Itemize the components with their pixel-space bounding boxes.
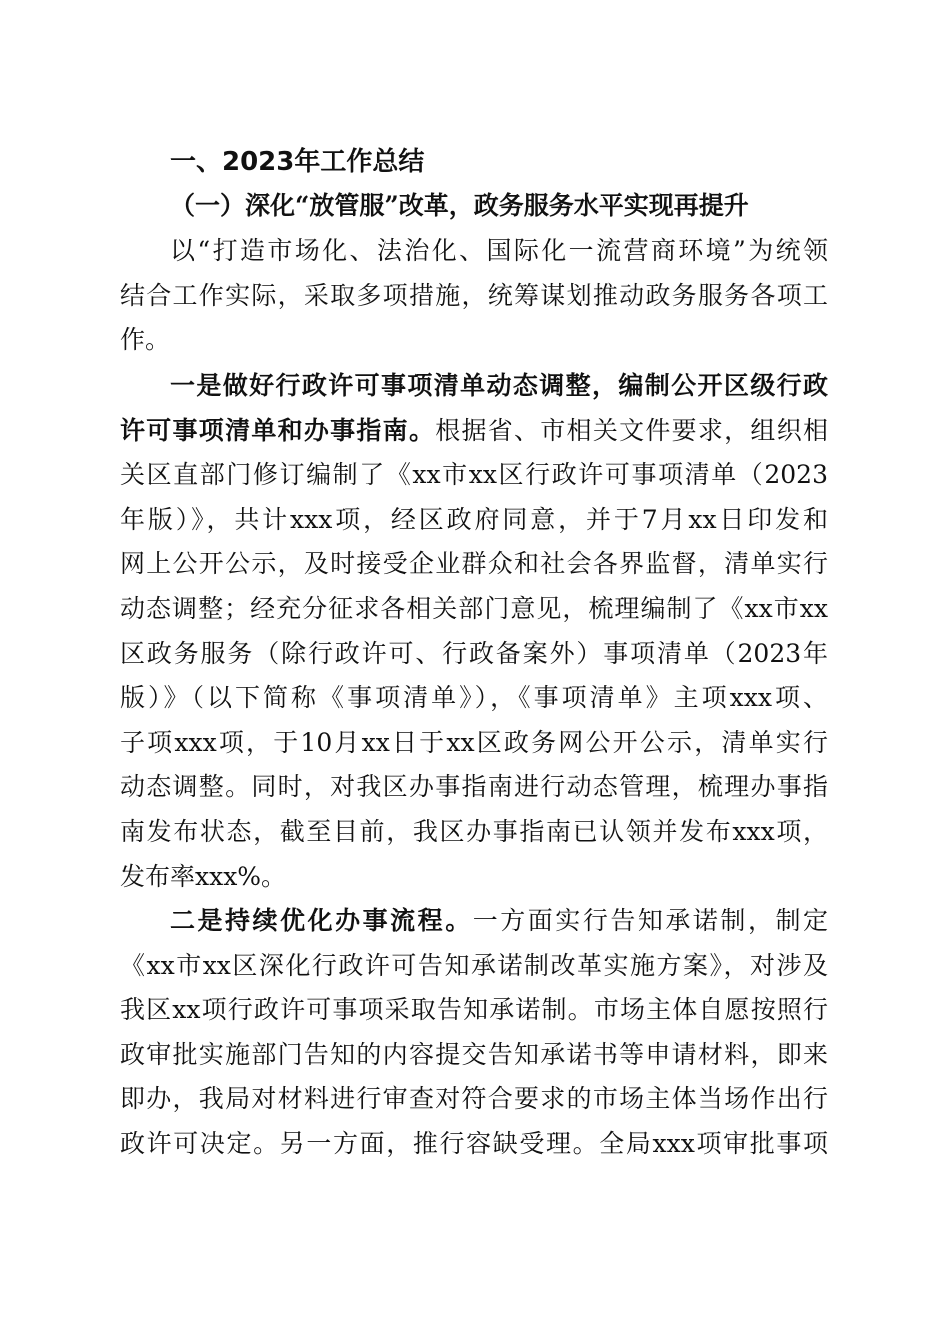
paragraph-line xyxy=(120,899,828,944)
paragraph-line: 我区xx项行政许可事项采取告知承诺制。市场主体自愿按照行 xyxy=(120,995,828,1025)
paragraph-line: 作。 xyxy=(120,325,171,355)
paragraph-line: 发布率xxx%。 xyxy=(120,861,287,891)
paragraph-line: 关区直部门修订编制了《xx市xx区行政许可事项清单（2023 xyxy=(120,460,828,490)
paragraph-line: 版）》（以下简称《事项清单》），《事项清单》主项xxx项、 xyxy=(120,683,828,713)
section-heading: 一、2023年工作总结 xyxy=(170,147,425,177)
paragraph-line: 南发布状态，截至目前，我区办事指南已认领并发布xxx项， xyxy=(120,816,828,846)
paragraph-item-two xyxy=(120,899,828,1167)
paragraph-line: 子项xxx项，于10月xx日于xx区政务网公开公示，清单实行 xyxy=(120,727,828,757)
paragraph-item-one xyxy=(120,364,828,899)
paragraph-line: 政审批实施部门告知的内容提交告知承诺书等申请材料，即来 xyxy=(120,1039,828,1069)
paragraph-line: 政许可决定。另一方面，推行容缺受理。全局xxx项审批事项 xyxy=(120,1128,828,1158)
paragraph-lead-continued: 许可事项清单和办事指南。 xyxy=(120,415,436,445)
paragraph-line: 以“打造市场化、法治化、国际化一流营商环境”为统领 xyxy=(170,236,828,265)
paragraph-line: 即办，我局对材料进行审查对符合要求的市场主体当场作出行 xyxy=(120,1084,828,1114)
paragraph-line: 动态调整。同时，对我区办事指南进行动态管理，梳理办事指 xyxy=(120,772,828,802)
paragraph-text: 一方面实行告知承诺制，制定 xyxy=(472,906,828,935)
paragraph-line: 结合工作实际，采取多项措施，统筹谋划推动政务服务各项工 xyxy=(120,280,828,310)
paragraph-line: 网上公开公示，及时接受企业群众和社会各界监督，清单实行 xyxy=(120,549,828,579)
paragraph-intro xyxy=(120,229,828,363)
subsection-heading: （一）深化“放管服”改革，政务服务水平实现再提升 xyxy=(170,191,749,220)
paragraph-line: 《xx市xx区深化行政许可告知承诺制改革实施方案》，对涉及 xyxy=(120,950,828,980)
paragraph-lead: 一是做好行政许可事项清单动态调整，编制公开区级行政 xyxy=(170,371,828,400)
paragraph-line: 年版）》，共计xxx项，经区政府同意，并于7月xx日印发和 xyxy=(120,504,828,534)
paragraph-line: 区政务服务（除行政许可、行政备案外）事项清单（2023年 xyxy=(120,638,828,668)
paragraph-line: 动态调整；经充分征求各相关部门意见，梳理编制了《xx市xx xyxy=(120,593,828,623)
paragraph-lead: 二是持续优化办事流程。 xyxy=(170,906,473,935)
paragraph-line xyxy=(120,409,828,454)
paragraph-text: 根据省、市相关文件要求，组织相 xyxy=(435,415,828,445)
